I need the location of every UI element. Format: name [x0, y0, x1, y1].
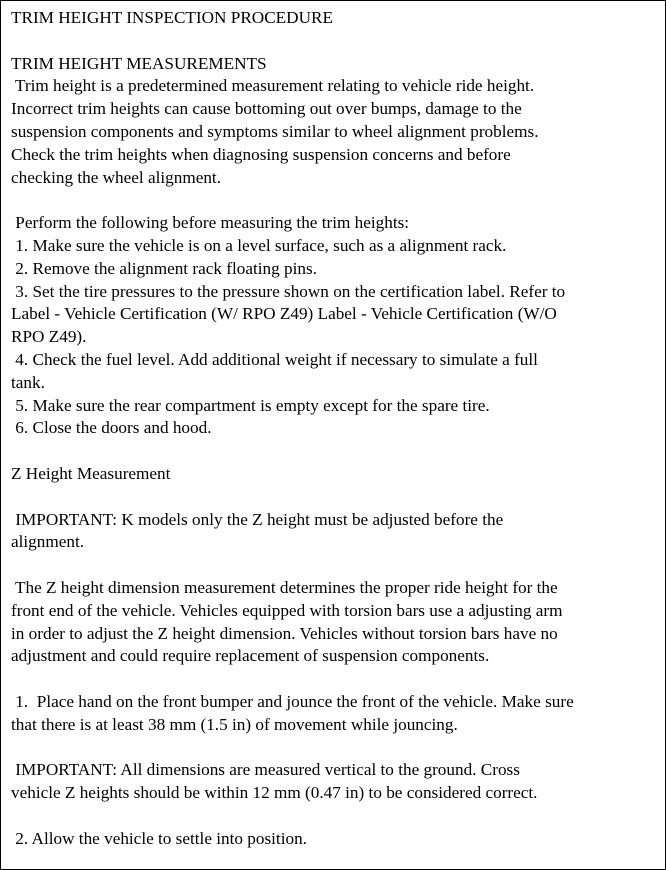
intro-line: checking the wheel alignment. [11, 167, 221, 187]
step-line: RPO Z49). [11, 327, 87, 347]
z-height-line: front end of the vehicle. Vehicles equipped with torsion bars use a adjusting arm [11, 600, 563, 620]
section-heading-trim-height: TRIM HEIGHT MEASUREMENTS [11, 53, 267, 73]
important-line: vehicle Z heights should be within 12 mm (0.47 in) to be considered correct. [11, 783, 538, 803]
step-line: 3. Set the tire pressures to the pressure shown on the certification label. Refer to [11, 281, 566, 301]
spacer [11, 486, 655, 509]
z-height-line: adjustment and could require replacement of suspension components. [11, 646, 490, 666]
spacer [11, 440, 655, 463]
steps-list [11, 235, 655, 440]
step-line: tank. [11, 372, 45, 392]
intro-line: Trim height is a predetermined measurement relating to vehicle ride height. [11, 76, 535, 96]
z-height-paragraph [11, 577, 655, 668]
intro-paragraph [11, 75, 655, 189]
spacer [11, 189, 655, 212]
important-line: alignment. [11, 532, 85, 552]
step-line: 4. Check the fuel level. Add additional weight if necessary to simulate a full [11, 349, 538, 369]
important-note-k-models [11, 509, 655, 555]
step-line: 5. Make sure the rear compartment is empty except for the spare tire. [11, 395, 490, 415]
z-step-2: 2. Allow the vehicle to settle into position. [11, 828, 307, 848]
important-line: IMPORTANT: All dimensions are measured vertical to the ground. Cross [11, 760, 520, 780]
important-note-dimensions [11, 759, 655, 805]
step-line: 1. Make sure the vehicle is on a level surface, such as a alignment rack. [11, 235, 507, 255]
intro-line: Incorrect trim heights can cause bottoming out over bumps, damage to the [11, 99, 522, 119]
step-line: Label - Vehicle Certification (W/ RPO Z49) Label - Vehicle Certification (W/O [11, 304, 557, 324]
z-height-line: The Z height dimension measurement determines the proper ride height for the [11, 577, 558, 597]
z-height-line: in order to adjust the Z height dimension. Vehicles without torsion bars have no [11, 623, 558, 643]
step-line: 6. Close the doors and hood. [11, 418, 212, 438]
step-line: 2. Remove the alignment rack floating pins. [11, 258, 317, 278]
spacer [11, 805, 655, 828]
z-step-1 [11, 691, 655, 737]
spacer [11, 30, 655, 53]
z-step-line: 1. Place hand on the front bumper and jounce the front of the vehicle. Make sure [11, 691, 574, 711]
intro-line: suspension components and symptoms similar to wheel alignment problems. [11, 121, 539, 141]
spacer [11, 737, 655, 760]
section-heading-z-height: Z Height Measurement [11, 463, 171, 483]
spacer [11, 668, 655, 691]
z-step-line: that there is at least 38 mm (1.5 in) of movement while jouncing. [11, 714, 458, 734]
document-title: TRIM HEIGHT INSPECTION PROCEDURE [11, 8, 333, 27]
important-line: IMPORTANT: K models only the Z height must be adjusted before the [11, 509, 504, 529]
spacer [11, 554, 655, 577]
intro-line: Check the trim heights when diagnosing suspension concerns and before [11, 144, 511, 164]
perform-intro: Perform the following before measuring the trim heights: [11, 213, 410, 233]
